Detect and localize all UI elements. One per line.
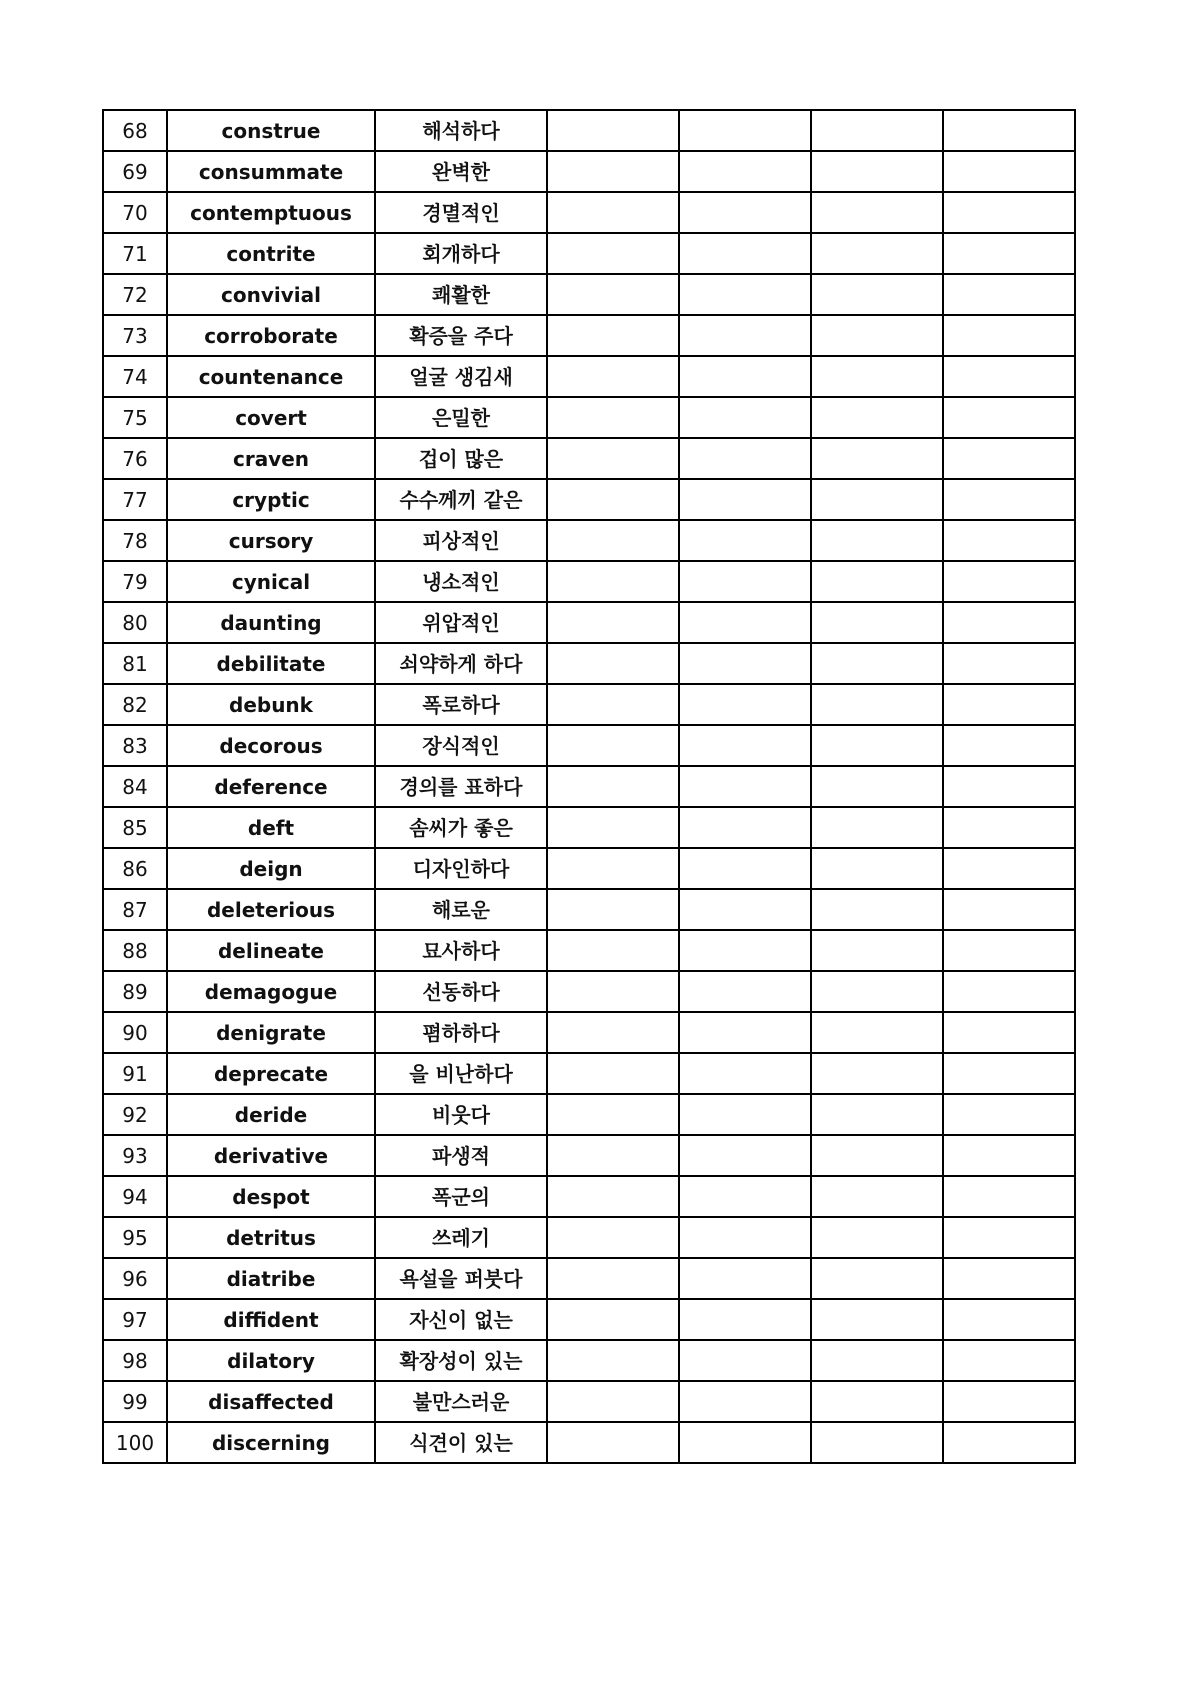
table-row <box>103 561 1075 602</box>
english-word: cursory <box>167 520 375 561</box>
blank-cell <box>679 1299 811 1340</box>
blank-cell <box>811 602 943 643</box>
english-word: craven <box>167 438 375 479</box>
blank-cell <box>679 438 811 479</box>
blank-cell <box>811 192 943 233</box>
english-word: derivative <box>167 1135 375 1176</box>
blank-cell <box>943 1299 1075 1340</box>
blank-cell <box>547 110 679 151</box>
blank-cell <box>943 356 1075 397</box>
english-word: deft <box>167 807 375 848</box>
blank-cell <box>679 479 811 520</box>
english-word: denigrate <box>167 1012 375 1053</box>
blank-cell <box>547 1094 679 1135</box>
vocabulary-table-body <box>103 110 1075 1463</box>
blank-cell <box>811 971 943 1012</box>
korean-meaning: 자신이 없는 <box>375 1299 547 1340</box>
korean-meaning: 선동하다 <box>375 971 547 1012</box>
blank-cell <box>679 602 811 643</box>
english-word: decorous <box>167 725 375 766</box>
row-number: 78 <box>103 520 167 561</box>
korean-meaning: 냉소적인 <box>375 561 547 602</box>
english-word: diatribe <box>167 1258 375 1299</box>
row-number: 92 <box>103 1094 167 1135</box>
blank-cell <box>943 1012 1075 1053</box>
row-number: 81 <box>103 643 167 684</box>
blank-cell <box>811 1176 943 1217</box>
row-number: 73 <box>103 315 167 356</box>
korean-meaning: 파생적 <box>375 1135 547 1176</box>
row-number: 69 <box>103 151 167 192</box>
blank-cell <box>943 233 1075 274</box>
blank-cell <box>679 807 811 848</box>
english-word: demagogue <box>167 971 375 1012</box>
blank-cell <box>811 1135 943 1176</box>
blank-cell <box>943 1135 1075 1176</box>
table-row <box>103 848 1075 889</box>
blank-cell <box>679 1176 811 1217</box>
row-number: 89 <box>103 971 167 1012</box>
english-word: deign <box>167 848 375 889</box>
blank-cell <box>547 1135 679 1176</box>
row-number: 71 <box>103 233 167 274</box>
blank-cell <box>943 807 1075 848</box>
korean-meaning: 겁이 많은 <box>375 438 547 479</box>
blank-cell <box>943 192 1075 233</box>
blank-cell <box>943 1340 1075 1381</box>
blank-cell <box>679 725 811 766</box>
korean-meaning: 경의를 표하다 <box>375 766 547 807</box>
blank-cell <box>547 848 679 889</box>
blank-cell <box>811 1258 943 1299</box>
blank-cell <box>811 643 943 684</box>
blank-cell <box>547 315 679 356</box>
korean-meaning: 폄하하다 <box>375 1012 547 1053</box>
table-row <box>103 1340 1075 1381</box>
korean-meaning: 은밀한 <box>375 397 547 438</box>
blank-cell <box>679 110 811 151</box>
table-row <box>103 315 1075 356</box>
korean-meaning: 확장성이 있는 <box>375 1340 547 1381</box>
table-row <box>103 889 1075 930</box>
blank-cell <box>943 930 1075 971</box>
row-number: 96 <box>103 1258 167 1299</box>
blank-cell <box>811 1299 943 1340</box>
blank-cell <box>679 151 811 192</box>
blank-cell <box>943 1258 1075 1299</box>
blank-cell <box>547 1258 679 1299</box>
table-row <box>103 1176 1075 1217</box>
korean-meaning: 솜씨가 좋은 <box>375 807 547 848</box>
blank-cell <box>943 520 1075 561</box>
blank-cell <box>547 1176 679 1217</box>
english-word: covert <box>167 397 375 438</box>
english-word: despot <box>167 1176 375 1217</box>
table-row <box>103 684 1075 725</box>
table-row <box>103 1053 1075 1094</box>
row-number: 88 <box>103 930 167 971</box>
blank-cell <box>811 1053 943 1094</box>
blank-cell <box>943 643 1075 684</box>
blank-cell <box>547 930 679 971</box>
row-number: 70 <box>103 192 167 233</box>
blank-cell <box>679 233 811 274</box>
english-word: deleterious <box>167 889 375 930</box>
blank-cell <box>811 315 943 356</box>
row-number: 91 <box>103 1053 167 1094</box>
table-row <box>103 397 1075 438</box>
blank-cell <box>679 848 811 889</box>
korean-meaning: 위압적인 <box>375 602 547 643</box>
row-number: 77 <box>103 479 167 520</box>
blank-cell <box>811 520 943 561</box>
row-number: 82 <box>103 684 167 725</box>
blank-cell <box>547 725 679 766</box>
blank-cell <box>943 1422 1075 1463</box>
english-word: delineate <box>167 930 375 971</box>
english-word: deprecate <box>167 1053 375 1094</box>
table-row <box>103 1258 1075 1299</box>
blank-cell <box>811 151 943 192</box>
english-word: daunting <box>167 602 375 643</box>
blank-cell <box>943 1053 1075 1094</box>
english-word: countenance <box>167 356 375 397</box>
blank-cell <box>811 274 943 315</box>
table-row <box>103 1381 1075 1422</box>
table-row <box>103 151 1075 192</box>
blank-cell <box>943 274 1075 315</box>
korean-meaning: 을 비난하다 <box>375 1053 547 1094</box>
blank-cell <box>547 1381 679 1422</box>
blank-cell <box>547 274 679 315</box>
blank-cell <box>679 766 811 807</box>
blank-cell <box>943 438 1075 479</box>
korean-meaning: 장식적인 <box>375 725 547 766</box>
table-row <box>103 643 1075 684</box>
table-row <box>103 766 1075 807</box>
blank-cell <box>547 971 679 1012</box>
blank-cell <box>811 561 943 602</box>
english-word: corroborate <box>167 315 375 356</box>
english-word: cryptic <box>167 479 375 520</box>
blank-cell <box>811 1381 943 1422</box>
blank-cell <box>811 725 943 766</box>
row-number: 94 <box>103 1176 167 1217</box>
blank-cell <box>547 561 679 602</box>
english-word: detritus <box>167 1217 375 1258</box>
blank-cell <box>943 766 1075 807</box>
korean-meaning: 쾌활한 <box>375 274 547 315</box>
english-word: disaffected <box>167 1381 375 1422</box>
blank-cell <box>811 848 943 889</box>
english-word: debunk <box>167 684 375 725</box>
blank-cell <box>943 971 1075 1012</box>
blank-cell <box>547 684 679 725</box>
blank-cell <box>547 192 679 233</box>
blank-cell <box>679 643 811 684</box>
table-row <box>103 520 1075 561</box>
english-word: discerning <box>167 1422 375 1463</box>
blank-cell <box>943 1217 1075 1258</box>
korean-meaning: 불만스러운 <box>375 1381 547 1422</box>
blank-cell <box>547 438 679 479</box>
blank-cell <box>547 233 679 274</box>
table-row <box>103 807 1075 848</box>
blank-cell <box>943 725 1075 766</box>
blank-cell <box>811 684 943 725</box>
blank-cell <box>679 1422 811 1463</box>
blank-cell <box>679 1094 811 1135</box>
blank-cell <box>679 684 811 725</box>
korean-meaning: 해석하다 <box>375 110 547 151</box>
korean-meaning: 수수께끼 같은 <box>375 479 547 520</box>
row-number: 83 <box>103 725 167 766</box>
blank-cell <box>943 479 1075 520</box>
blank-cell <box>811 766 943 807</box>
blank-cell <box>547 1217 679 1258</box>
english-word: diffident <box>167 1299 375 1340</box>
english-word: dilatory <box>167 1340 375 1381</box>
blank-cell <box>547 1012 679 1053</box>
korean-meaning: 디자인하다 <box>375 848 547 889</box>
row-number: 95 <box>103 1217 167 1258</box>
row-number: 72 <box>103 274 167 315</box>
korean-meaning: 묘사하다 <box>375 930 547 971</box>
row-number: 75 <box>103 397 167 438</box>
blank-cell <box>943 315 1075 356</box>
row-number: 98 <box>103 1340 167 1381</box>
table-row <box>103 930 1075 971</box>
table-row <box>103 971 1075 1012</box>
blank-cell <box>679 356 811 397</box>
table-row <box>103 1094 1075 1135</box>
blank-cell <box>943 1176 1075 1217</box>
blank-cell <box>547 397 679 438</box>
blank-cell <box>679 1217 811 1258</box>
blank-cell <box>943 602 1075 643</box>
blank-cell <box>811 930 943 971</box>
blank-cell <box>679 520 811 561</box>
korean-meaning: 쇠약하게 하다 <box>375 643 547 684</box>
blank-cell <box>943 110 1075 151</box>
table-row <box>103 233 1075 274</box>
blank-cell <box>547 1053 679 1094</box>
blank-cell <box>943 1381 1075 1422</box>
table-row <box>103 1135 1075 1176</box>
row-number: 79 <box>103 561 167 602</box>
blank-cell <box>679 889 811 930</box>
blank-cell <box>679 930 811 971</box>
korean-meaning: 완벽한 <box>375 151 547 192</box>
blank-cell <box>679 274 811 315</box>
blank-cell <box>811 807 943 848</box>
english-word: deference <box>167 766 375 807</box>
table-row <box>103 110 1075 151</box>
blank-cell <box>943 848 1075 889</box>
blank-cell <box>943 1094 1075 1135</box>
blank-cell <box>811 110 943 151</box>
blank-cell <box>547 643 679 684</box>
english-word: contrite <box>167 233 375 274</box>
korean-meaning: 경멸적인 <box>375 192 547 233</box>
blank-cell <box>943 397 1075 438</box>
blank-cell <box>679 1258 811 1299</box>
table-row <box>103 192 1075 233</box>
korean-meaning: 회개하다 <box>375 233 547 274</box>
blank-cell <box>547 889 679 930</box>
row-number: 80 <box>103 602 167 643</box>
korean-meaning: 폭로하다 <box>375 684 547 725</box>
row-number: 84 <box>103 766 167 807</box>
english-word: contemptuous <box>167 192 375 233</box>
row-number: 90 <box>103 1012 167 1053</box>
blank-cell <box>547 1422 679 1463</box>
blank-cell <box>811 1012 943 1053</box>
korean-meaning: 얼굴 생김새 <box>375 356 547 397</box>
blank-cell <box>943 151 1075 192</box>
table-row <box>103 356 1075 397</box>
row-number: 97 <box>103 1299 167 1340</box>
blank-cell <box>547 766 679 807</box>
english-word: deride <box>167 1094 375 1135</box>
blank-cell <box>679 1012 811 1053</box>
table-row <box>103 602 1075 643</box>
blank-cell <box>547 520 679 561</box>
row-number: 86 <box>103 848 167 889</box>
korean-meaning: 비웃다 <box>375 1094 547 1135</box>
vocabulary-table <box>102 109 1076 1464</box>
table-row <box>103 479 1075 520</box>
blank-cell <box>547 602 679 643</box>
table-row <box>103 725 1075 766</box>
blank-cell <box>679 315 811 356</box>
english-word: construe <box>167 110 375 151</box>
row-number: 93 <box>103 1135 167 1176</box>
blank-cell <box>811 356 943 397</box>
korean-meaning: 욕설을 퍼붓다 <box>375 1258 547 1299</box>
korean-meaning: 쓰레기 <box>375 1217 547 1258</box>
korean-meaning: 식견이 있는 <box>375 1422 547 1463</box>
blank-cell <box>811 479 943 520</box>
korean-meaning: 폭군의 <box>375 1176 547 1217</box>
row-number: 74 <box>103 356 167 397</box>
korean-meaning: 피상적인 <box>375 520 547 561</box>
blank-cell <box>811 1094 943 1135</box>
table-row <box>103 274 1075 315</box>
english-word: consummate <box>167 151 375 192</box>
blank-cell <box>547 356 679 397</box>
row-number: 68 <box>103 110 167 151</box>
blank-cell <box>679 192 811 233</box>
blank-cell <box>679 1135 811 1176</box>
blank-cell <box>547 151 679 192</box>
blank-cell <box>547 807 679 848</box>
row-number: 76 <box>103 438 167 479</box>
row-number: 99 <box>103 1381 167 1422</box>
table-row <box>103 1422 1075 1463</box>
blank-cell <box>943 684 1075 725</box>
english-word: debilitate <box>167 643 375 684</box>
blank-cell <box>679 1381 811 1422</box>
table-row <box>103 1012 1075 1053</box>
row-number: 87 <box>103 889 167 930</box>
blank-cell <box>811 889 943 930</box>
table-row <box>103 1299 1075 1340</box>
blank-cell <box>811 1340 943 1381</box>
blank-cell <box>811 1217 943 1258</box>
table-row <box>103 1217 1075 1258</box>
blank-cell <box>943 889 1075 930</box>
blank-cell <box>679 1053 811 1094</box>
blank-cell <box>547 1340 679 1381</box>
blank-cell <box>679 561 811 602</box>
row-number: 85 <box>103 807 167 848</box>
english-word: cynical <box>167 561 375 602</box>
blank-cell <box>679 1340 811 1381</box>
blank-cell <box>811 397 943 438</box>
english-word: convivial <box>167 274 375 315</box>
blank-cell <box>547 1299 679 1340</box>
row-number: 100 <box>103 1422 167 1463</box>
korean-meaning: 확증을 주다 <box>375 315 547 356</box>
blank-cell <box>679 971 811 1012</box>
korean-meaning: 해로운 <box>375 889 547 930</box>
table-row <box>103 438 1075 479</box>
blank-cell <box>811 233 943 274</box>
blank-cell <box>943 561 1075 602</box>
blank-cell <box>811 1422 943 1463</box>
blank-cell <box>679 397 811 438</box>
blank-cell <box>811 438 943 479</box>
blank-cell <box>547 479 679 520</box>
